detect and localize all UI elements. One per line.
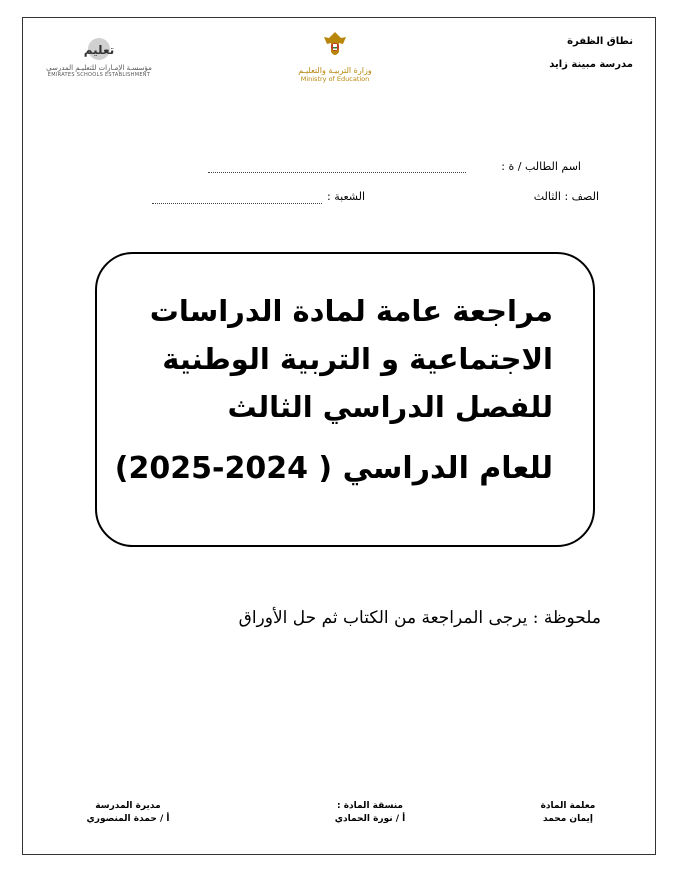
ministry-logo (280, 30, 390, 83)
ese-logo-word: تعليم (83, 43, 115, 57)
student-name-field[interactable] (208, 162, 466, 173)
principal-signature (78, 800, 178, 826)
title-box (95, 252, 595, 547)
title-line-4: للعام الدراسي ( 2024-2025) (114, 451, 553, 486)
title-line-2: الاجتماعية و التربية الوطنية (162, 342, 553, 376)
principal-name: أ / حمدة المنصوري (86, 814, 170, 824)
coordinator-name: أ / نورة الحمادي (334, 814, 406, 824)
uae-emblem-icon (322, 30, 348, 60)
section-field[interactable] (152, 193, 322, 204)
title-line-1: مراجعة عامة لمادة الدراسات (149, 294, 553, 328)
teacher-signature (528, 800, 608, 826)
ese-mark-icon (79, 34, 119, 64)
school-name: مدرسة مبينة زايد (549, 59, 633, 70)
ese-name-ar: مؤسسـة الإمـارات للتعليـم المدرسي (46, 64, 152, 72)
coordinator-title: منسقة المادة : (336, 801, 403, 811)
student-name-label: اسم الطالب / ة : (501, 160, 581, 173)
grade-label: الصف : الثالث (533, 190, 599, 203)
teacher-title: معلمة المادة (540, 801, 596, 811)
title-line-3: للفصل الدراسي الثالث (227, 390, 553, 424)
ese-name-en: EMIRATES SCHOOLS ESTABLISHMENT (47, 72, 151, 78)
region-label: نطاق الظفرة (567, 36, 633, 47)
teacher-name: إيمان محمد (543, 814, 593, 824)
principal-title: مديرة المدرسة (95, 801, 161, 811)
note-text: ملحوظة : يرجى المراجعة من الكتاب ثم حل الأوراق (238, 608, 601, 628)
ministry-name-en: Ministry of Education (300, 75, 370, 83)
ese-logo (34, 34, 164, 78)
coordinator-signature (325, 800, 415, 826)
ministry-name-ar: وزارة التربيـة والتعليـم (298, 66, 372, 75)
section-label: الشعبة : (327, 190, 365, 203)
